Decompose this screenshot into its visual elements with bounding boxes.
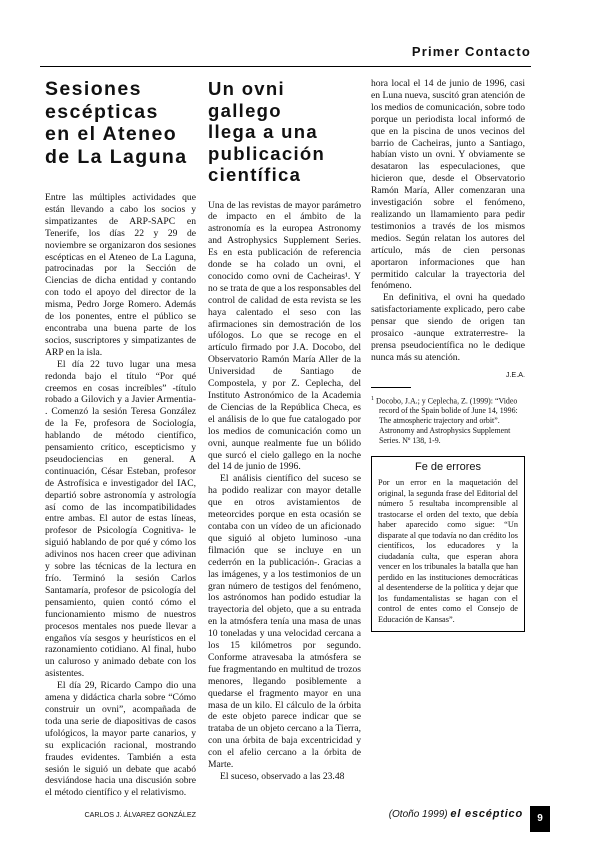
- article1-title-line: en el Ateneo: [45, 123, 178, 145]
- article2-paragraph: Una de las revistas de mayor parámetro de impacto en el ámbito de la astronomía es la europea Astronomy and Astrophysics Supplement Series. Es en esta publicación de referencia donde se ha colado un ovni, el conocido como ovni de Cacheiras¹. Y no se trata de que a los responsables del control de calidad de esta revista se les haya calentado el seso con las afirmaciones sin demostración de los ufólogos. Lo que se recoge en el artículo firmado por J.A. Docobo, del Observatorio Ramón María Aller de la Universidad de Santiago de Compostela, y por Z. Ceplecha, del Instituto Astronómico de la Academia de Ciencias de la República Checa, es el análisis de lo que fue catalogado por los medios de comunicación como un ovni, aunque realmente fue un bólido que surcó el cielo gallego en la noche del 14 de junio de 1996.: [208, 199, 361, 473]
- article2-title-line: publicación: [208, 142, 326, 164]
- article2-title-line: científica: [208, 164, 302, 185]
- footer-season: (Otoño 1999): [388, 809, 448, 820]
- page-number: 9: [530, 806, 550, 832]
- column-3: [371, 78, 525, 632]
- article1-paragraph: El día 29, Ricardo Campo dio una amena y didáctica charla sobre “Cómo construir un ovni”, acompañada de toda una serie de diapositivas de casos ufológicos, la mayor parte canarios, y su explicación racional, mostrando fraudes evidentes. También a esta sesión le siguió un debate que acabó desviándose hacia una discusión sobre el método científico y el relativismo.: [45, 680, 196, 799]
- article2-title-line: llega a una: [208, 121, 318, 142]
- footer: [389, 808, 523, 820]
- article2-title: [208, 78, 361, 186]
- footer-magazine: el escéptico: [450, 808, 523, 820]
- article1-title-line: escépticas: [45, 100, 159, 123]
- header-rule: [40, 66, 531, 67]
- column-2: [208, 78, 361, 783]
- footnote: [371, 394, 525, 447]
- errata-text: Por un error en la maquetación del original, la segunda frase del Editorial del número 5 resultaba incomprensible al trastocarse el orden del texto, que debía haber aparecido como sigue: “Un disparate al que todavía no dan crédito los científicos, los educadores y la ciudadanía culta, que esperan ahora vencer en los tribunales la batalla que han perdido en las instituciones democráticas al desentenderse de la política y dejar que los fundamentalistas se hagan con el control de entes como el Consejo de Educación de Kansas”.: [378, 478, 518, 624]
- article1-title-line: de La Laguna: [45, 145, 188, 168]
- section-header: Primer Contacto: [411, 44, 531, 59]
- article1-title: [45, 78, 196, 168]
- errata-box: [371, 456, 525, 632]
- column-1: [45, 78, 196, 829]
- article2-paragraph: El suceso, observado a las 23.48: [220, 771, 345, 782]
- article2-title-line: Un ovni gallego: [208, 78, 285, 121]
- article2-paragraph-continued: hora local el 14 de junio de 1996, casi en Luna nueva, suscitó gran atención de los medios de comunicación, sobre todo porque un periodista local informó de que en la piscina de unos vecinos del barrio de Cacheiras, junto a Santiago, habían visto un ovni. Y obviamente se desataron las especulaciones, que hicieron que, desde el Observatorio Ramón María, Aller comenzaran una investigación sobre el fenómeno, realizando un llamamiento para pedir testimonios a través de los mismos medios. Según relatan los autores del artículo, más de cien personas aportaron informaciones que han permitido calcular la trayectoria del fenómeno.: [371, 78, 526, 292]
- footnote-rule: [371, 387, 411, 388]
- footnote-text: Docobo, J.A.; y Ceplecha, Z. (1999): “Video record of the Spain bolide of June 14, 1996: The atmospheric trajectory and orbit”. Astronomy and Astrophysics Supplement Series. Nº 138, 1-9.: [375, 396, 518, 446]
- footnote-mark: 1: [371, 395, 374, 402]
- article2-paragraph-continued: En definitiva, el ovni ha quedado satisfactoriamente explicado, pero cabe pensar que siendo de origen tan prosaico -aunque extraterrestre- la prensa pseudocientífica no le dedique nunca más su atención.: [371, 292, 525, 363]
- errata-title: Fe de errores: [414, 461, 482, 474]
- article2-paragraph: El análisis científico del suceso se ha podido realizar con mayor detalle que en otros avistamientos de meteorcides porque en esta ocasión se contaba con un vídeo de un aficionado que siguió al objeto luminoso -una filmación que se incluye en un cederrón en la publicación-. Gracias a las imágenes, y a los testimonios de un gran número de testigos del fenómeno, los astrónomos han podido estudiar la trayectoria del objeto, que a su entrada en la atmósfera tenía una masa de unas 10 toneladas y una velocidad cercana a los 15 kilómetros por segundo. Conforme atravesaba la atmósfera se fue fragmentando en multitud de trozos menores, llegando posiblemente a quedarse el fragmento mayor en una masa de un kilo. El cálculo de la órbita de este objeto parece indicar que se trataba de un objeto cercano a la Tierra, con una órbita de baja excentricidad y con el afelio cercano a la órbita de Marte.: [208, 473, 361, 771]
- article1-paragraph: Entre las múltiples actividades que están llevando a cabo los socios y simpatizantes de ARP-SAPC en Tenerife, los días 22 y 29 de noviembre se organizaron dos sesiones escépticas en el Ateneo de La Laguna, patrocinadas por la Sección de Ciencias de dicha entidad y contando con todo el apoyo del director de la misma, Pedro Jorge Romero. Además de los ponentes, entre el público se encontraba una buena parte de los socios, suscriptores y simpatizantes de ARP en la isla.: [45, 192, 196, 358]
- article2-signature: J.E.A.: [505, 369, 525, 379]
- article1-paragraph: El día 22 tuvo lugar una mesa redonda bajo el título “Por qué creemos en cosas increíbles” -título robado a Gilovich y a Javier Armentia- . Comenzó la sesión Teresa González de la Fe, profesora de Sociología, hablando de método científico, pensamiento crítico, escepticismo y pseudociencias en general. A continuación, César Esteban, profesor de Astrofísica e investigador del IAC, departió sobre astronomía y astrología así como de las incompatibilidades entre ambas. El autor de estas líneas, profesor de Psicología Cognitiva- le siguió hablando de por qué y cómo los adivinos nos hacen creer que adivinan y sobre las técnicas de la lectura en frío. Terminó la sesión Carlos Santamaría, profesor de psicología del pensamiento, quien contó cómo el funcionamiento mismo de nuestros procesos mentales nos puede llevar a engaños vía sesgos y heurísticos en el razonamiento cotidiano. Al final, hubo un caluroso y animado debate con los asistentes.: [45, 358, 196, 680]
- article1-title-line: Sesiones: [45, 78, 142, 100]
- article1-byline: CARLOS J. ÁLVAREZ GONZÁLEZ: [84, 810, 196, 820]
